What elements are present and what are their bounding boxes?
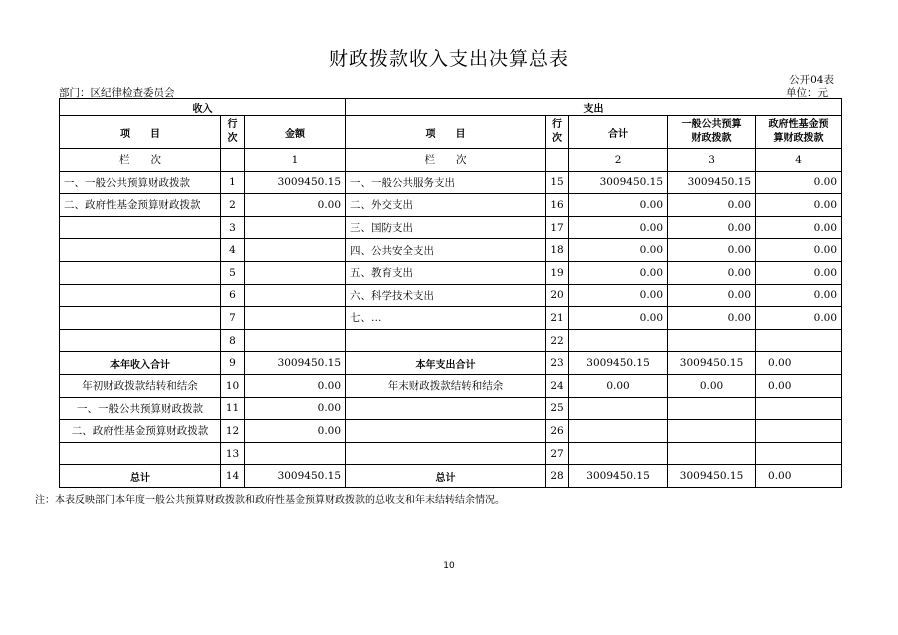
expense-grand-fund: 0.00 [756,465,842,488]
rowno-top: 行 [552,119,563,130]
expense-carry-label: 年末财政拨款结转和结余 [346,374,546,397]
expense-total: 0.00 [569,284,668,307]
unit-label: 单位：元 [786,87,828,99]
expense-fund: 0.00 [756,239,842,262]
income-section-header: 收入 [60,99,346,116]
rowno-bottom: 次 [552,133,563,144]
expense-general: 0.00 [668,239,756,262]
expense-general: 0.00 [668,216,756,239]
expense-fund [756,329,842,352]
income-row-number: 13 [221,442,245,465]
income-row-number: 11 [221,397,245,420]
expense-fund: 0.00 [756,194,842,217]
income-carry-sub-item [60,442,221,465]
form-number: 公开04表 [789,74,834,86]
income-amount [245,216,346,239]
table-row [60,329,842,352]
expense-item-header: 项 目 [346,116,546,149]
income-amount [245,284,346,307]
table-row [60,261,842,284]
expense-fund: 0.00 [756,216,842,239]
expense-total: 0.00 [569,261,668,284]
expense-total: 0.00 [569,216,668,239]
expense-year-general: 3009450.15 [668,352,756,375]
column-number-total: 2 [569,149,668,172]
income-carry-sub-item: 一、一般公共预算财政拨款 [60,397,221,420]
column-number-fund: 4 [756,149,842,172]
income-carry-amount: 0.00 [245,374,346,397]
section-header-row [60,99,842,116]
expense-grand-total-label: 总计 [346,465,546,488]
column-label-right: 栏 次 [346,149,546,172]
expense-row-number: 23 [546,352,569,375]
income-carry-sub-amount: 0.00 [245,397,346,420]
empty-cell [756,397,842,420]
income-rowno-header [221,116,245,149]
expense-row-number: 24 [546,374,569,397]
expense-total: 3009450.15 [569,171,668,194]
income-amount [245,307,346,330]
expense-general: 0.00 [668,284,756,307]
table-row [60,171,842,194]
income-amount [245,239,346,262]
income-row-number: 5 [221,261,245,284]
income-row-number: 14 [221,465,245,488]
general-header-bottom: 财政拨款 [691,133,732,144]
income-amount-header: 金额 [245,116,346,149]
expense-item: 四、公共安全支出 [346,239,546,262]
expense-year-fund: 0.00 [756,352,842,375]
income-row-number: 6 [221,284,245,307]
empty-cell [346,397,546,420]
page-title: 财政拨款收入支出决算总表 [328,48,569,70]
expense-row-number: 25 [546,397,569,420]
income-grand-total-label: 总计 [60,465,221,488]
income-item-header: 项 目 [60,116,221,149]
income-carry-sub-amount: 0.00 [245,420,346,443]
income-row-number: 1 [221,171,245,194]
expense-item: 五、教育支出 [346,261,546,284]
expense-item: 三、国防支出 [346,216,546,239]
general-header-top: 一般公共预算 [681,119,742,130]
carry-sub-row [60,442,842,465]
expense-fund: 0.00 [756,307,842,330]
income-grand-total-amount: 3009450.15 [245,465,346,488]
expense-item [346,329,546,352]
expense-item: 六、科学技术支出 [346,284,546,307]
column-number-amount: 1 [245,149,346,172]
income-year-total-label: 本年收入合计 [60,352,221,375]
expense-row-number: 22 [546,329,569,352]
expense-total: 0.00 [569,307,668,330]
income-item [60,307,221,330]
income-amount: 0.00 [245,194,346,217]
empty-cell [756,442,842,465]
table-row [60,307,842,330]
expense-general [668,329,756,352]
empty-cell [569,397,668,420]
income-carry-sub-amount [245,442,346,465]
column-number-row [60,149,842,172]
empty-cell [569,442,668,465]
expense-total [569,329,668,352]
empty-cell [346,420,546,443]
expense-rowno-header [546,116,569,149]
expense-row-number: 20 [546,284,569,307]
income-row-number: 2 [221,194,245,217]
expense-section-header: 支出 [346,99,842,116]
expense-total: 0.00 [569,239,668,262]
expense-fund: 0.00 [756,284,842,307]
income-year-total-amount: 3009450.15 [245,352,346,375]
expense-total: 0.00 [569,194,668,217]
rowno-top: 行 [227,119,238,130]
empty-cell [668,420,756,443]
income-row-number: 8 [221,329,245,352]
expense-row-number: 16 [546,194,569,217]
empty-cell [668,397,756,420]
footnote: 注：本表反映部门本年度一般公共预算财政拨款和政府性基金预算财政拨款的总收支和年末结转结余情况。 [35,495,505,506]
column-header-row [60,116,842,149]
expense-item: 七、… [346,307,546,330]
year-total-row [60,352,842,375]
expense-fund: 0.00 [756,261,842,284]
expense-general: 0.00 [668,194,756,217]
expense-row-number: 28 [546,465,569,488]
column-number-general: 3 [668,149,756,172]
expense-carry-total: 0.00 [569,374,668,397]
income-row-number: 7 [221,307,245,330]
empty-cell [346,442,546,465]
expense-general: 0.00 [668,261,756,284]
income-amount [245,329,346,352]
table-row [60,194,842,217]
department-label: 部门：区纪律检查委员会 [59,87,175,99]
income-item [60,216,221,239]
empty-cell [756,420,842,443]
empty-cell [569,420,668,443]
table-row [60,216,842,239]
empty-cell [221,149,245,172]
income-item [60,261,221,284]
carry-sub-row [60,397,842,420]
expense-row-number: 15 [546,171,569,194]
carry-sub-row [60,420,842,443]
summary-table [59,98,842,488]
general-budget-header [668,116,756,149]
page-number: 10 [443,561,455,571]
column-label-left: 栏 次 [60,149,221,172]
expense-carry-fund: 0.00 [756,374,842,397]
expense-year-total: 3009450.15 [569,352,668,375]
expense-grand-general: 3009450.15 [668,465,756,488]
expense-row-number: 18 [546,239,569,262]
income-row-number: 3 [221,216,245,239]
grand-total-row [60,465,842,488]
expense-year-total-label: 本年支出合计 [346,352,546,375]
expense-total-header: 合计 [569,116,668,149]
table-row [60,239,842,262]
income-carry-sub-item: 二、政府性基金预算财政拨款 [60,420,221,443]
expense-row-number: 17 [546,216,569,239]
income-item [60,329,221,352]
income-row-number: 9 [221,352,245,375]
expense-carry-general: 0.00 [668,374,756,397]
income-item [60,239,221,262]
income-item [60,284,221,307]
carry-row [60,374,842,397]
expense-row-number: 27 [546,442,569,465]
expense-item: 二、外交支出 [346,194,546,217]
expense-general: 0.00 [668,307,756,330]
expense-row-number: 21 [546,307,569,330]
fund-budget-header [756,116,842,149]
income-carry-label: 年初财政拨款结转和结余 [60,374,221,397]
rowno-bottom: 次 [227,133,238,144]
expense-row-number: 26 [546,420,569,443]
table-row [60,284,842,307]
fund-header-top: 政府性基金预 [768,119,829,130]
expense-row-number: 19 [546,261,569,284]
expense-general: 3009450.15 [668,171,756,194]
income-amount: 3009450.15 [245,171,346,194]
expense-fund: 0.00 [756,171,842,194]
income-row-number: 10 [221,374,245,397]
expense-item: 一、一般公共服务支出 [346,171,546,194]
empty-cell [546,149,569,172]
income-row-number: 12 [221,420,245,443]
fund-header-bottom: 算财政拨款 [773,133,824,144]
empty-cell [668,442,756,465]
income-item: 一、一般公共预算财政拨款 [60,171,221,194]
income-row-number: 4 [221,239,245,262]
income-amount [245,261,346,284]
income-item: 二、政府性基金预算财政拨款 [60,194,221,217]
expense-grand-total: 3009450.15 [569,465,668,488]
